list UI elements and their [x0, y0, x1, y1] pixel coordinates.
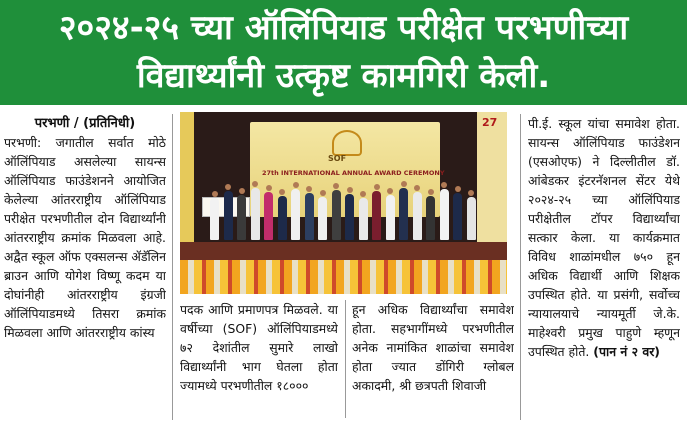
headline-line-1: २०२४-२५ च्या ऑलिंपियाड परीक्षेत परभणीच्या [58, 8, 629, 48]
person-figure [278, 196, 287, 240]
logo-text: SOF [328, 154, 347, 163]
column-divider-mid [345, 300, 346, 418]
person-head [333, 183, 339, 189]
person-head [360, 191, 366, 197]
column-divider-left [172, 114, 173, 420]
column-mid-2-text: हून अधिक विद्यार्थ्यांचा समावेश होता. सहभागींमध्ये परभणीतील अनेक नामांकित शाळांचा समावेश होता ज्यात डोंगिरी ग्लोबल अकादमी, श्री छत्रपती शिवाजी [352, 302, 514, 393]
headline-banner [0, 0, 687, 105]
column-mid-1-text: पदक आणि प्रमाणपत्र मिळवले. या वर्षीच्या (SOF) ऑलिंपियाडमध्ये ७२ देशांतील सुमारे लाखो विद्यार्थ्यांनी भाग घेतला होता ज्यामध्ये परभणीतील १८००० [180, 302, 338, 393]
person-figure [251, 188, 260, 240]
headline-line-2: विद्यार्थ्यांनी उत्कृष्ट कामगिरी केली. [136, 56, 551, 96]
person-head [252, 181, 258, 187]
person-figure [426, 196, 435, 240]
person-figure [237, 195, 246, 240]
person-head [306, 186, 312, 192]
stage-backdrop-right [477, 112, 507, 252]
person-figure [359, 198, 368, 240]
sof-logo-icon [332, 130, 362, 156]
person-figure [332, 190, 341, 240]
person-head [266, 185, 272, 191]
person-head [441, 182, 447, 188]
dateline: परभणी / (प्रतिनिधी) [34, 116, 136, 131]
stage-backdrop-left [180, 112, 194, 252]
flower-decoration [180, 260, 507, 294]
person-figure [264, 192, 273, 240]
person-head [347, 187, 353, 193]
person-head [387, 188, 393, 194]
person-figure [399, 188, 408, 240]
continued-marker: (पान नं २ वर) [593, 344, 660, 359]
person-figure [305, 193, 314, 240]
article-column-right [528, 114, 680, 422]
article-column-mid-2 [352, 300, 514, 422]
anniversary-number: 27 [482, 116, 498, 129]
person-head [468, 190, 474, 196]
person-head [212, 191, 218, 197]
person-figure [440, 189, 449, 240]
person-head [225, 184, 231, 190]
column-left-text: परभणी: जगातील सर्वात मोठे ऑलिंपियाड असलेल्या सायन्स ऑलिंपियाड फाउंडेशनने आयोजित केलेल्या आंतरराष्ट्रीय ऑलिंपियाड परीक्षेत परभणीतील दोन विद्यार्थ्यांनी आंतरराष्ट्रीय क्रमांक मिळवला आहे. अद्वैत स्कूल ऑफ एक्सलन्स ॲडॅलिन ब्राउन आणि योगेश विष्णू कदम या दोघांनीही आंतरराष्ट्रीय इंग्रजी ऑलिंपियाडमध्ये तिसरा क्रमांक मिळवला आणि आंतरराष्ट्रीय कांस्य [4, 135, 166, 340]
award-ceremony-photo [180, 112, 507, 294]
person-head [401, 181, 407, 187]
article-column-mid-1 [180, 300, 338, 422]
article-column-left [4, 114, 166, 422]
person-head [414, 185, 420, 191]
person-figure [224, 191, 233, 240]
ceremony-banner-text: 27th INTERNATIONAL ANNUAL AWARD CEREMONY [262, 169, 445, 177]
person-head [428, 189, 434, 195]
person-figure [345, 194, 354, 240]
person-figure [453, 193, 462, 240]
person-figure [413, 192, 422, 240]
column-divider-right [520, 114, 521, 420]
column-right-text: पी.ई. स्कूल यांचा समावेश होता. सायन्स ऑलिंपियाड फाउंडेशन (एसओएफ) ने दिल्लीतील डॉ. आंबेडकर इंटरनॅशनल सेंटर येथे २०२४-२५ च्या ऑलिंपियाड परीक्षेतील टॉपर विद्यार्थ्यांचा सत्कार केला. या कार्यक्रमात विविध शाळांमधील ७५० हून अधिक विद्यार्थी आणि शिक्षक उपस्थित होते. या प्रसंगी, सर्वोच्च न्यायालयाचे न्यायमूर्ती जे.के. माहेश्वरी प्रमुख पाहुणे म्हणून उपस्थित होते. [528, 116, 680, 359]
person-figure [318, 197, 327, 240]
person-figure [210, 198, 219, 240]
person-head [455, 186, 461, 192]
person-figure [467, 197, 476, 240]
person-head [293, 182, 299, 188]
person-figure [291, 189, 300, 240]
person-head [239, 188, 245, 194]
person-head [374, 184, 380, 190]
person-figure [372, 191, 381, 240]
person-head [320, 190, 326, 196]
person-head [279, 189, 285, 195]
person-figure [386, 195, 395, 240]
